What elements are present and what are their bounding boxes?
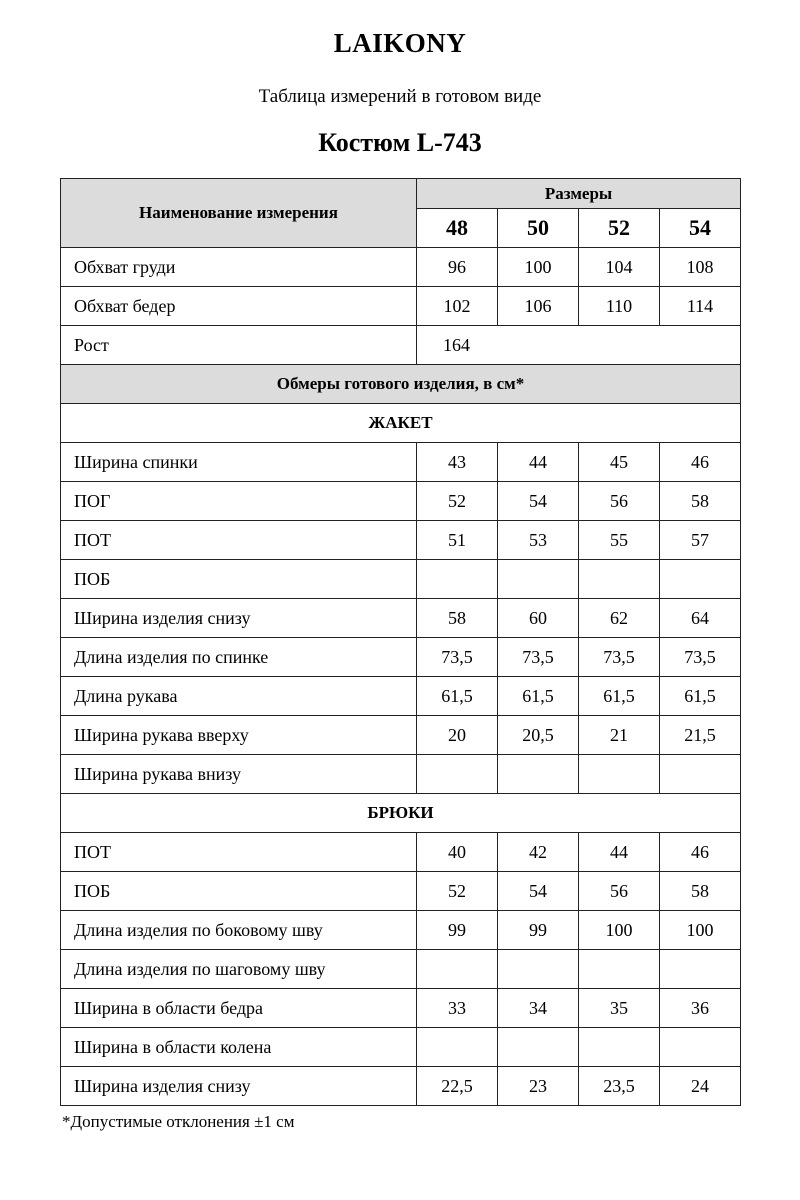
table-row	[61, 638, 741, 677]
table-row	[61, 287, 741, 326]
measurement-name: Ширина спинки	[61, 443, 417, 482]
measurement-value: 51	[417, 521, 498, 560]
measurement-value: 56	[579, 872, 660, 911]
measurement-value: 61,5	[417, 677, 498, 716]
measurement-value	[417, 755, 498, 794]
measurement-value: 54	[498, 872, 579, 911]
section-title: ЖАКЕТ	[61, 404, 741, 443]
measurement-name: Длина изделия по шаговому шву	[61, 950, 417, 989]
product-measurements-header: Обмеры готового изделия, в см*	[61, 365, 741, 404]
measurement-value: 42	[498, 833, 579, 872]
measurement-value: 45	[579, 443, 660, 482]
measurement-value: 55	[579, 521, 660, 560]
measurement-name: Обхват бедер	[61, 287, 417, 326]
measurement-name: ПОГ	[61, 482, 417, 521]
measurement-value	[579, 560, 660, 599]
measurement-name: Обхват груди	[61, 248, 417, 287]
measurement-value: 61,5	[579, 677, 660, 716]
measurement-value: 58	[660, 872, 741, 911]
measurement-value: 54	[498, 482, 579, 521]
measurement-name: Ширина в области бедра	[61, 989, 417, 1028]
measurement-name: Ширина изделия снизу	[61, 1067, 417, 1106]
table-row	[61, 677, 741, 716]
table-row	[61, 989, 741, 1028]
table-row	[61, 1067, 741, 1106]
table-row	[61, 950, 741, 989]
measurement-name: ПОБ	[61, 872, 417, 911]
measurement-value	[417, 560, 498, 599]
measurement-value: 23,5	[579, 1067, 660, 1106]
measurement-value: 58	[660, 482, 741, 521]
table-row	[61, 716, 741, 755]
table-row	[61, 443, 741, 482]
measurement-name: Рост	[61, 326, 417, 365]
measurement-value: 73,5	[579, 638, 660, 677]
table-row	[61, 1028, 741, 1067]
measurement-value: 57	[660, 521, 741, 560]
footnote: *Допустимые отклонения ±1 см	[62, 1112, 295, 1131]
height-row	[61, 326, 741, 365]
measurement-name: Длина рукава	[61, 677, 417, 716]
size-header-cell: 48	[417, 209, 498, 248]
measurement-name: ПОБ	[61, 560, 417, 599]
table-row	[61, 755, 741, 794]
size-header-cell: 54	[660, 209, 741, 248]
measurement-value: 44	[498, 443, 579, 482]
measurement-value: 100	[660, 911, 741, 950]
measurement-value: 100	[498, 248, 579, 287]
table-row	[61, 911, 741, 950]
measurement-value: 99	[498, 911, 579, 950]
measurement-value: 44	[579, 833, 660, 872]
measurement-value	[579, 1028, 660, 1067]
measurement-value	[660, 560, 741, 599]
product-title: Костюм L-743	[318, 128, 482, 157]
measurement-value: 104	[579, 248, 660, 287]
measurement-name: Длина изделия по спинке	[61, 638, 417, 677]
brand-title: LAIKONY	[333, 28, 467, 58]
measurement-value: 60	[498, 599, 579, 638]
measurement-name: Длина изделия по боковому шву	[61, 911, 417, 950]
section-title: БРЮКИ	[61, 794, 741, 833]
sizes-header: Размеры	[417, 179, 741, 209]
measurement-value: 23	[498, 1067, 579, 1106]
table-row	[61, 482, 741, 521]
measurement-value	[417, 950, 498, 989]
product-measurements-header-row	[61, 365, 741, 404]
measurement-value: 35	[579, 989, 660, 1028]
table-row	[61, 521, 741, 560]
section-row	[61, 404, 741, 443]
measurement-value: 40	[417, 833, 498, 872]
measurement-value	[660, 755, 741, 794]
measurement-value: 43	[417, 443, 498, 482]
table-row	[61, 833, 741, 872]
measurement-name: Ширина изделия снизу	[61, 599, 417, 638]
size-table	[60, 178, 741, 1106]
measurement-value: 21,5	[660, 716, 741, 755]
measurement-value: 114	[660, 287, 741, 326]
measurement-value: 20,5	[498, 716, 579, 755]
measurement-value: 61,5	[498, 677, 579, 716]
measurement-value	[660, 950, 741, 989]
measurement-value: 52	[417, 482, 498, 521]
measurement-value: 61,5	[660, 677, 741, 716]
measurement-value: 102	[417, 287, 498, 326]
height-value: 164	[417, 326, 741, 365]
table-row	[61, 872, 741, 911]
measurement-value: 100	[579, 911, 660, 950]
table-row	[61, 248, 741, 287]
measurement-value: 108	[660, 248, 741, 287]
section-row	[61, 794, 741, 833]
table-row	[61, 599, 741, 638]
measurement-value: 73,5	[660, 638, 741, 677]
measurement-value	[498, 755, 579, 794]
measurement-value: 58	[417, 599, 498, 638]
measurement-value: 106	[498, 287, 579, 326]
measurement-value: 33	[417, 989, 498, 1028]
measurement-name: Ширина в области колена	[61, 1028, 417, 1067]
measurement-name: ПОТ	[61, 833, 417, 872]
measurement-value: 24	[660, 1067, 741, 1106]
measurement-name: Ширина рукава внизу	[61, 755, 417, 794]
subtitle: Таблица измерений в готовом виде	[258, 86, 542, 107]
measurement-value: 46	[660, 833, 741, 872]
measurement-value: 62	[579, 599, 660, 638]
measurement-name: Ширина рукава вверху	[61, 716, 417, 755]
measurement-value: 99	[417, 911, 498, 950]
measurement-value: 73,5	[417, 638, 498, 677]
measurement-value	[498, 950, 579, 989]
measurement-value: 34	[498, 989, 579, 1028]
measurement-value: 21	[579, 716, 660, 755]
measurement-value	[498, 560, 579, 599]
measurement-value	[579, 950, 660, 989]
measurement-value: 52	[417, 872, 498, 911]
measurement-value: 56	[579, 482, 660, 521]
table-row	[61, 560, 741, 599]
measurement-value: 53	[498, 521, 579, 560]
measurement-value: 64	[660, 599, 741, 638]
measurement-value: 96	[417, 248, 498, 287]
measurement-value	[417, 1028, 498, 1067]
measurement-value: 20	[417, 716, 498, 755]
measurement-value	[579, 755, 660, 794]
measurement-value: 22,5	[417, 1067, 498, 1106]
measurement-value	[498, 1028, 579, 1067]
measurement-value: 46	[660, 443, 741, 482]
size-header-cell: 52	[579, 209, 660, 248]
size-header-cell: 50	[498, 209, 579, 248]
measurement-value	[660, 1028, 741, 1067]
measurement-name-header: Наименование измерения	[61, 179, 417, 248]
measurement-value: 73,5	[498, 638, 579, 677]
measurement-value: 110	[579, 287, 660, 326]
measurement-value: 36	[660, 989, 741, 1028]
measurement-name: ПОТ	[61, 521, 417, 560]
